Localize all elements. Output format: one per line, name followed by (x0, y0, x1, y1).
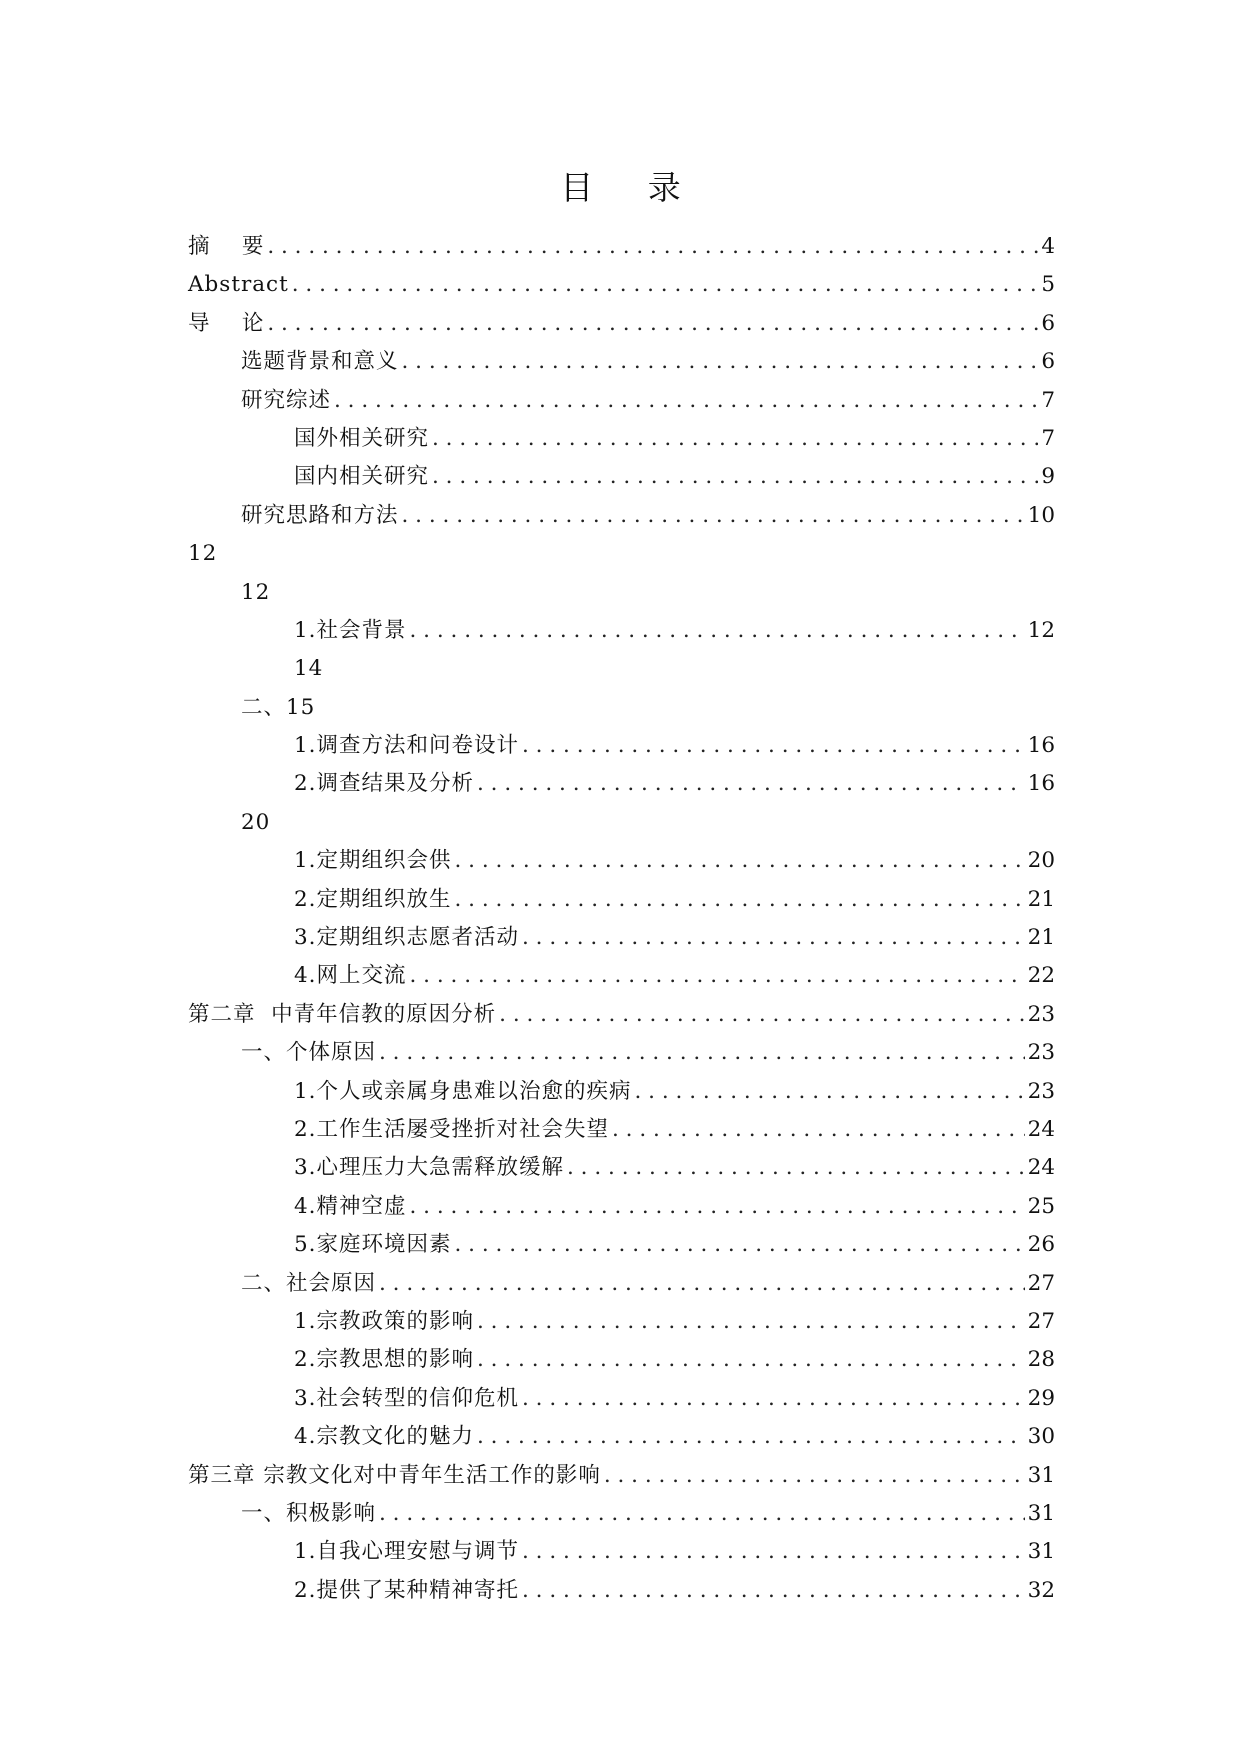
toc-dot-leader (635, 1073, 1025, 1111)
toc-entry[interactable] (188, 1457, 1055, 1495)
toc-entry-label: 摘 要 (188, 234, 265, 259)
toc-entry[interactable] (188, 842, 1055, 880)
toc-entry-label: 国内相关研究 (294, 464, 430, 490)
toc-entry-label: 研究思路和方法 (241, 502, 399, 528)
toc-dot-leader (410, 1188, 1025, 1226)
toc-entry-page-number: 32 (1027, 1577, 1055, 1603)
toc-entry[interactable] (188, 1073, 1055, 1111)
toc-entry-label: 12 (241, 579, 271, 605)
toc-entry-page-number: 22 (1027, 963, 1055, 989)
toc-entry-page-number: 23 (1027, 1001, 1055, 1027)
toc-entry-label: 2.调查结果及分析 (294, 771, 475, 797)
toc-entry-page-number: 16 (1027, 733, 1055, 759)
toc-entry-label: 1.个人或亲属身患难以治愈的疾病 (294, 1078, 632, 1104)
toc-dot-leader (612, 1111, 1025, 1149)
toc-dot-leader (522, 919, 1025, 957)
toc-dot-leader (402, 343, 1039, 381)
toc-dot-leader (567, 1149, 1025, 1187)
toc-entry[interactable] (188, 881, 1055, 919)
toc-entry-label: 2.提供了某种精神寄托 (294, 1577, 520, 1603)
toc-entry-label: 1.社会背景 (294, 617, 407, 643)
toc-entry-label: 2.工作生活屡受挫折对社会失望 (294, 1116, 610, 1142)
toc-entry[interactable] (188, 535, 1055, 573)
toc-entry-page-number: 7 (1041, 425, 1055, 451)
toc-entry[interactable] (188, 1188, 1055, 1226)
toc-entry-label: 一、个体原因 (241, 1040, 377, 1066)
toc-entry-page-number: 21 (1027, 886, 1055, 912)
toc-entry[interactable] (188, 1572, 1055, 1610)
toc-title: 目 录 (560, 168, 703, 207)
toc-entry-label: 2.定期组织放生 (294, 886, 452, 912)
toc-entry-page-number: 31 (1027, 1539, 1055, 1565)
toc-entry-label: 国外相关研究 (294, 425, 430, 451)
toc-entry-label: 20 (241, 809, 271, 835)
toc-entry-page-number: 16 (1027, 771, 1055, 797)
toc-entry-label: Abstract (188, 272, 289, 298)
toc-entry-page-number: 9 (1041, 464, 1055, 490)
toc-entry-page-number: 27 (1027, 1270, 1055, 1296)
toc-dot-leader (477, 1418, 1025, 1456)
toc-entry[interactable] (188, 497, 1055, 535)
toc-entry-page-number: 21 (1027, 925, 1055, 951)
toc-entry-page-number: 23 (1027, 1078, 1055, 1104)
toc-dot-leader (477, 1341, 1025, 1379)
toc-entry-page-number: 5 (1041, 272, 1055, 298)
toc-entry-label: 选题背景和意义 (241, 349, 399, 375)
toc-entry-label: 1.自我心理安慰与调节 (294, 1539, 520, 1565)
toc-entry[interactable] (188, 1533, 1055, 1571)
toc-entry-label: 4.宗教文化的魅力 (294, 1424, 475, 1450)
toc-dot-leader (410, 612, 1025, 650)
toc-dot-leader (292, 266, 1039, 304)
toc-entry[interactable] (188, 689, 1055, 727)
toc-entry[interactable] (188, 1034, 1055, 1072)
toc-dot-leader (267, 228, 1038, 266)
toc-entry-page-number: 31 (1027, 1500, 1055, 1526)
toc-dot-leader (477, 765, 1025, 803)
toc-entry[interactable] (188, 804, 1055, 842)
toc-dot-leader (334, 382, 1038, 420)
toc-dot-leader (477, 1303, 1025, 1341)
toc-entry-label: 5.家庭环境因素 (294, 1232, 452, 1258)
toc-entry-page-number: 20 (1027, 848, 1055, 874)
toc-dot-leader (432, 458, 1038, 496)
toc-entry-page-number: 6 (1041, 349, 1055, 375)
toc-entry-label: 3.社会转型的信仰危机 (294, 1385, 520, 1411)
toc-dot-leader (267, 305, 1038, 343)
toc-entry-page-number: 10 (1027, 502, 1055, 528)
toc-dot-leader (522, 1572, 1025, 1610)
toc-dot-leader (522, 1380, 1025, 1418)
toc-dot-leader (604, 1457, 1025, 1495)
toc-entry-label: 一、积极影响 (241, 1500, 377, 1526)
toc-entry-page-number: 29 (1027, 1385, 1055, 1411)
toc-entry[interactable] (188, 1265, 1055, 1303)
toc-entry[interactable] (188, 305, 1055, 343)
toc-dot-leader (455, 881, 1025, 919)
toc-dot-leader (522, 727, 1025, 765)
toc-entry[interactable] (188, 1303, 1055, 1341)
toc-entry[interactable] (188, 382, 1055, 420)
toc-entry-label: 第三章 宗教文化对中青年生活工作的影响 (188, 1462, 601, 1488)
toc-entry-page-number: 4 (1041, 234, 1055, 259)
toc-entry[interactable] (188, 420, 1055, 458)
toc-entry-page-number: 30 (1027, 1424, 1055, 1450)
toc-entry-label: 3.心理压力大急需释放缓解 (294, 1155, 565, 1181)
toc-entry-label: 1.宗教政策的影响 (294, 1308, 475, 1334)
toc-entry-page-number: 26 (1027, 1232, 1055, 1258)
toc-entry[interactable] (188, 1418, 1055, 1456)
toc-entry[interactable] (188, 266, 1055, 304)
toc-entry-page-number: 6 (1041, 310, 1055, 336)
toc-entry[interactable] (188, 343, 1055, 381)
toc-entry-label: 1.定期组织会供 (294, 848, 452, 874)
toc-entry-page-number: 28 (1027, 1347, 1055, 1373)
toc-dot-leader (410, 957, 1025, 995)
toc-entry[interactable] (188, 574, 1055, 612)
toc-entry[interactable] (188, 1111, 1055, 1149)
toc-entry-label: 2.宗教思想的影响 (294, 1347, 475, 1373)
toc-entry-label: 二、15 (241, 694, 316, 720)
toc-entry-label: 12 (188, 541, 218, 567)
toc-entry-label: 1.调查方法和问卷设计 (294, 733, 520, 759)
toc-dot-leader (522, 1533, 1025, 1571)
toc-entry-label: 导 论 (188, 310, 265, 336)
toc-dot-leader (455, 842, 1025, 880)
toc-dot-leader (455, 1226, 1025, 1264)
toc-entry-page-number: 12 (1027, 617, 1055, 643)
toc-entry-page-number: 25 (1027, 1193, 1055, 1219)
toc-entry-label: 第二章 中青年信教的原因分析 (188, 1001, 497, 1027)
toc-entry[interactable] (188, 1149, 1055, 1187)
toc-dot-leader (379, 1034, 1025, 1072)
toc-entry[interactable] (188, 228, 1055, 266)
toc-entry-page-number: 24 (1027, 1116, 1055, 1142)
toc-entry-label: 二、社会原因 (241, 1270, 377, 1296)
toc-entry-label: 3.定期组织志愿者活动 (294, 925, 520, 951)
toc-dot-leader (379, 1265, 1025, 1303)
toc-entry[interactable] (188, 458, 1055, 496)
toc-entry[interactable] (188, 1495, 1055, 1533)
toc-entry-page-number: 27 (1027, 1308, 1055, 1334)
toc-entry-page-number: 23 (1027, 1040, 1055, 1066)
toc-entry-page-number: 7 (1041, 387, 1055, 413)
toc-entry[interactable] (188, 612, 1055, 650)
toc-entry-page-number: 31 (1027, 1462, 1055, 1488)
toc-entry-label: 14 (294, 656, 324, 682)
toc-entry-label: 4.网上交流 (294, 963, 407, 989)
toc-entry[interactable] (188, 919, 1055, 957)
toc-dot-leader (499, 996, 1024, 1034)
toc-entry[interactable] (188, 727, 1055, 765)
toc-entry-label: 4.精神空虚 (294, 1193, 407, 1219)
toc-entry[interactable] (188, 765, 1055, 803)
toc-dot-leader (379, 1495, 1025, 1533)
toc-dot-leader (402, 497, 1025, 535)
toc-dot-leader (432, 420, 1038, 458)
toc-entry[interactable] (188, 1341, 1055, 1379)
toc-entry[interactable] (188, 650, 1055, 688)
toc-entry-label: 研究综述 (241, 387, 332, 413)
toc-entry[interactable] (188, 1380, 1055, 1418)
toc-entry[interactable] (188, 957, 1055, 995)
toc-entry-page-number: 24 (1027, 1155, 1055, 1181)
toc-entry[interactable] (188, 1226, 1055, 1264)
table-of-contents (188, 228, 1055, 1610)
toc-entry[interactable] (188, 996, 1055, 1034)
